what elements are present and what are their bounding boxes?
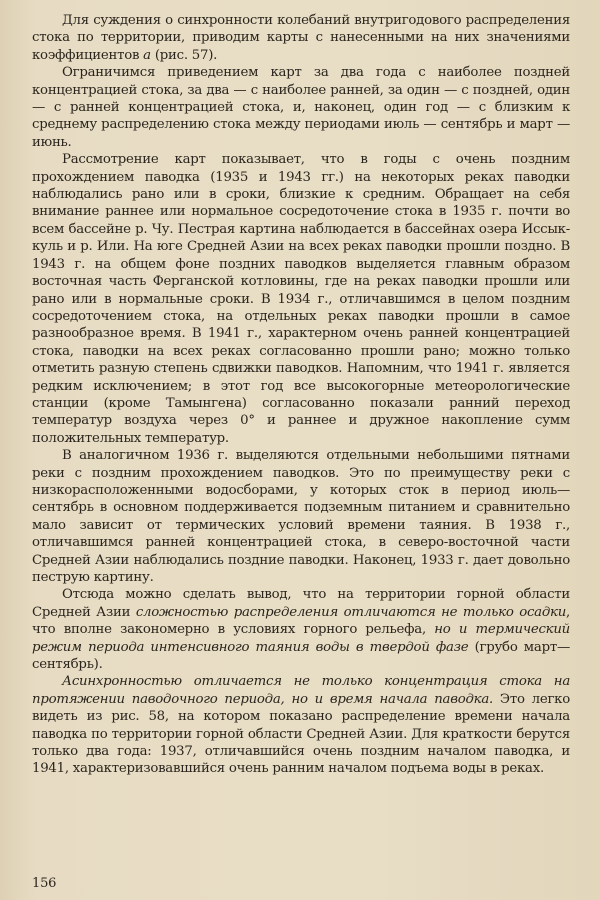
text-run: Это легко видеть из рис. 58, на котором показано распределение времени начала паводка по территории горной области Средней Азии. Для краткости берутся только два года: 1937, отличавшийся очень поздним началом паводка, и 1941, характеризовавшийся очень ранним началом подъема воды в реках. <box>32 691 571 777</box>
paragraph <box>32 64 570 151</box>
text-run: (рис. 57). <box>150 47 218 63</box>
text-run: Ограничимся приведением карт за два года с наиболее поздней концентрацией стока, за два — с наиболее ранней, за один — с поздней, один — с ранней концентрацией стока, и, наконец, один год — с близким к среднему распределению стока между периодами июль — сентябрь и март — июнь. <box>32 65 570 150</box>
paragraph <box>32 447 570 586</box>
text-run: , что вполне закономерно в условиях горного рельефа, <box>32 604 570 638</box>
paragraph <box>32 673 570 777</box>
text-run: (грубо март—сентябрь). <box>32 639 570 673</box>
text-run: Для суждения о синхронности колебаний внутригодового распределения стока по территории, приводим карты с нанесенными на них значениями коэффициентов <box>32 13 570 63</box>
italic-run: a <box>143 47 151 63</box>
italic-run: но и термический режим периода интенсивного таяния воды в твердой фазе <box>32 622 570 655</box>
paragraph <box>32 12 570 64</box>
body-text <box>32 12 570 778</box>
italic-run: Асинхронностью отличается не только концентрация стока на протяжении паводочного периода, но и время начала паводка. <box>32 674 570 707</box>
page-number: 156 <box>32 876 57 891</box>
paragraph <box>32 586 570 673</box>
text-run: Отсюда можно сделать вывод, что на территории горной области Средней Азии <box>32 587 570 620</box>
paragraph <box>32 151 570 447</box>
italic-run: сложностью распределения отличаются не только осадки <box>135 604 567 620</box>
text-run: Рассмотрение карт показывает, что в годы с очень поздним прохождением паводка (1935 и 1943 гг.) на некоторых реках паводки наблюдались рано или в сроки, близкие к средним. Обращает на себя внимание раннее или нормальное сосредоточение стока в 1935 г. почти во всем бассейне р. Чу. Пестрая картина наблюдается в бассейнах озера Иссык-куль и р. Или. На юге Средней Азии на всех реках паводки прошли поздно. В 1943 г. на общем фоне поздних паводков выделяется главным образом восточная часть Ферганской котловины, где на реках паводки прошли или рано или в нормальные сроки. В 1934 г., отличавшимся в целом поздним сосредоточением стока, на отдельных реках паводки прошли в самое разнообразное время. В 1941 г., характерном очень ранней концентрацией стока, паводки на всех реках согласованно прошли рано; можно только отметить разную степень сдвижки паводков. Напомним, что 1941 г. является редким исключением; в этот год все высокогорные метеорологические станции (кроме Тамынгена) согласованно показали ранний переход температур воздуха через 0° и раннее и дружное накопление сумм положительных температур. <box>32 152 570 446</box>
text-run: В аналогичном 1936 г. выделяются отдельными небольшими пятнами реки с поздним прохождением паводков. Это по преимуществу реки с низкорасположенными водосборами, у которых сток в период июль—сентябрь в основном поддерживается подземным питанием и сравнительно мало зависит от термических условий времени таяния. В 1938 г., отличавшимся ранней концентрацией стока, в северо-восточной части Средней Азии наблюдались поздние паводки. Наконец, 1933 г. дает довольно пеструю картину. <box>32 448 570 585</box>
